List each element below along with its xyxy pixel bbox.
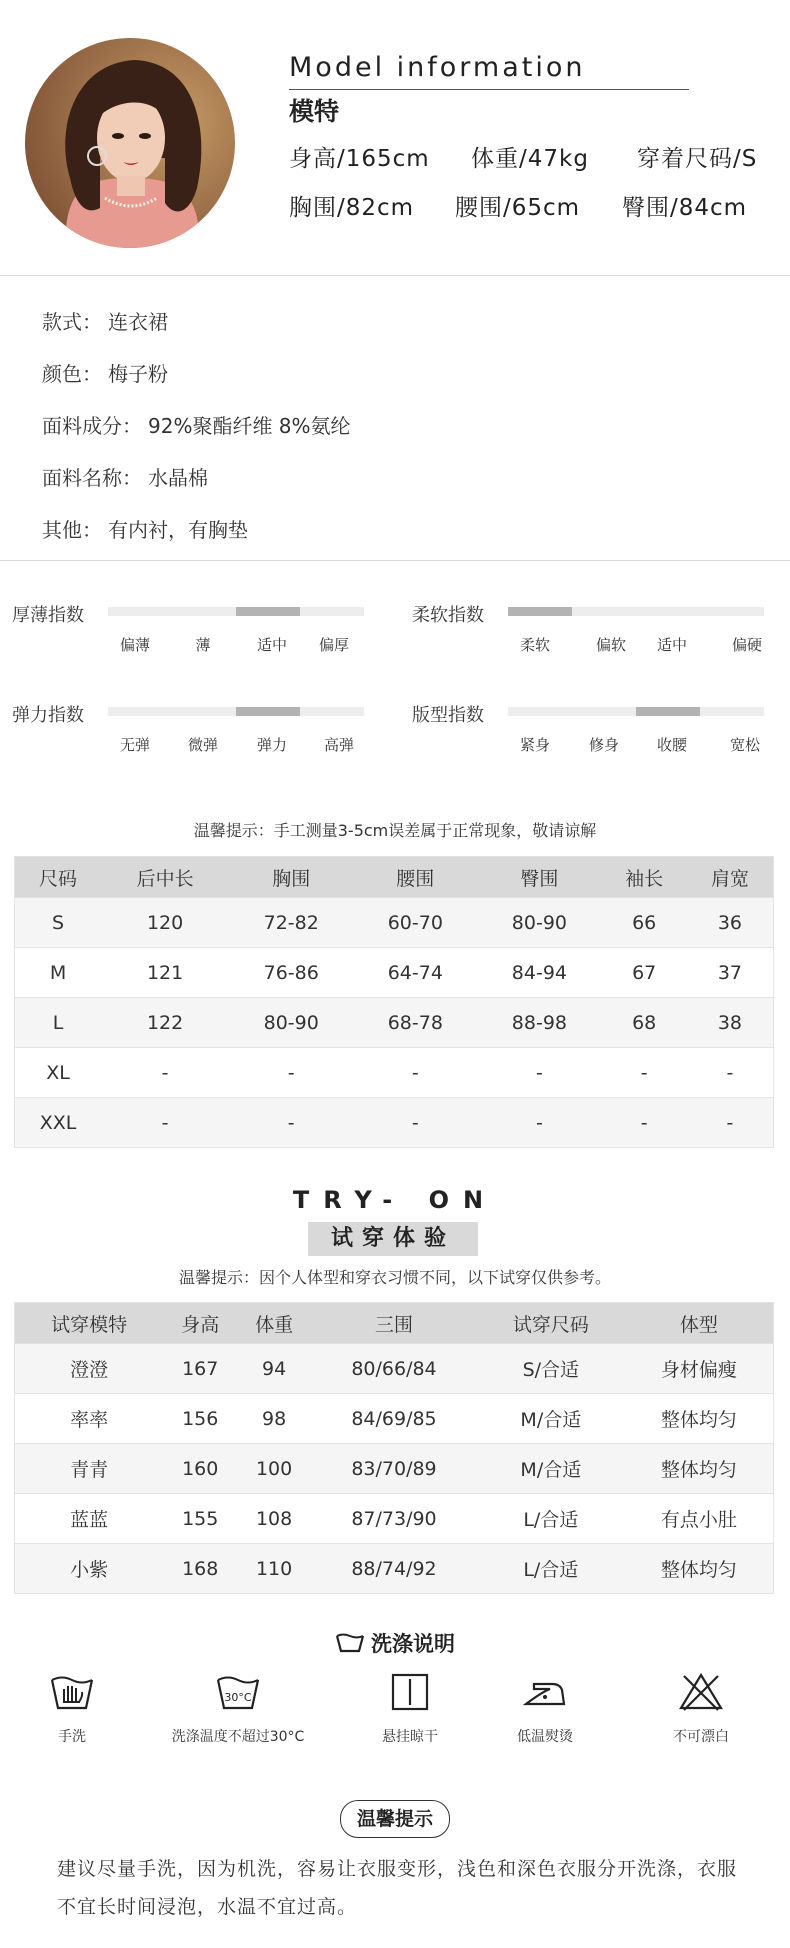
info-fabric-composition: 面料成分： 92%聚酯纤维 8%氨纶 <box>42 414 351 438</box>
table-cell: 84-94 <box>477 948 601 998</box>
table-cell: - <box>687 1098 774 1148</box>
column-header: 腰围 <box>353 857 477 898</box>
table-cell: L/合适 <box>477 1544 625 1594</box>
thickness-label: 薄 <box>195 636 211 654</box>
elasticity-index-bar <box>108 707 364 716</box>
column-header: 胸围 <box>229 857 353 898</box>
column-header: 袖长 <box>601 857 686 898</box>
wash-temp-icon <box>215 1672 261 1712</box>
table-cell: 167 <box>163 1344 237 1394</box>
table-cell: 122 <box>101 998 229 1048</box>
table-cell: 156 <box>163 1394 237 1444</box>
fit-label: 修身 <box>588 736 619 754</box>
thickness-index-title: 厚薄指数 <box>12 605 84 626</box>
table-cell: 72-82 <box>229 898 353 948</box>
tryon-title: TRY- ON <box>292 1186 498 1214</box>
wash-label: 不可漂白 <box>673 1729 729 1745</box>
table-row <box>15 1048 774 1098</box>
table-cell: 155 <box>163 1494 237 1544</box>
thickness-index-level <box>236 607 300 616</box>
table-row <box>15 898 774 948</box>
size-table <box>14 856 774 1148</box>
table-cell: 有点小肚 <box>625 1494 774 1544</box>
model-waist: 腰围/65cm <box>455 195 581 221</box>
table-row <box>15 1098 774 1148</box>
table-cell: 率率 <box>15 1394 164 1444</box>
tryon-note: 温馨提示：因个人体型和穿衣习惯不同，以下试穿仅供参考。 <box>178 1268 611 1287</box>
column-header: 肩宽 <box>687 857 774 898</box>
column-header: 臀围 <box>477 857 601 898</box>
wash-item-hand-wash <box>0 1672 147 1746</box>
table-cell: S <box>15 898 102 948</box>
softness-index-bar <box>508 607 764 616</box>
table-cell: - <box>353 1098 477 1148</box>
softness-label: 偏硬 <box>731 636 762 654</box>
wash-label: 洗涤温度不超过30°C <box>171 1729 305 1745</box>
fit-label: 收腰 <box>656 736 687 754</box>
table-cell: L <box>15 998 102 1048</box>
table-cell: 88/74/92 <box>311 1544 477 1594</box>
info-other: 其他： 有内衬，有胸垫 <box>42 518 248 542</box>
table-cell: M/合适 <box>477 1394 625 1444</box>
table-cell: 98 <box>237 1394 311 1444</box>
table-cell: XXL <box>15 1098 102 1148</box>
hand-wash-icon <box>49 1672 95 1712</box>
table-cell: 110 <box>237 1544 311 1594</box>
softness-label: 适中 <box>656 636 687 654</box>
table-cell: 青青 <box>15 1444 164 1494</box>
model-hip: 臀围/84cm <box>622 195 748 221</box>
table-cell: 身材偏瘦 <box>625 1344 774 1394</box>
table-cell: 澄澄 <box>15 1344 164 1394</box>
table-cell: - <box>229 1098 353 1148</box>
tip-badge: 温馨提示 <box>340 1800 450 1838</box>
table-cell: 76-86 <box>229 948 353 998</box>
table-row <box>15 1344 774 1394</box>
table-cell: - <box>601 1048 686 1098</box>
model-weight: 体重/47kg <box>471 146 589 172</box>
table-row <box>15 1444 774 1494</box>
fit-index-title: 版型指数 <box>412 705 484 726</box>
table-cell: 80/66/84 <box>311 1344 477 1394</box>
table-cell: M <box>15 948 102 998</box>
tryon-table-header <box>15 1303 774 1344</box>
thickness-label: 适中 <box>256 636 287 654</box>
model-title-divider <box>289 89 689 90</box>
table-cell: M/合适 <box>477 1444 625 1494</box>
table-cell: 80-90 <box>477 898 601 948</box>
wash-item-temperature <box>163 1672 313 1746</box>
fit-index-level <box>636 707 700 716</box>
wash-title-text: 洗涤说明 <box>371 1632 455 1656</box>
section-divider <box>0 560 790 561</box>
table-cell: 83/70/89 <box>311 1444 477 1494</box>
table-cell: 64-74 <box>353 948 477 998</box>
table-cell: 38 <box>687 998 774 1048</box>
table-cell: - <box>477 1098 601 1148</box>
table-cell: 121 <box>101 948 229 998</box>
table-cell: 80-90 <box>229 998 353 1048</box>
table-row <box>15 1394 774 1444</box>
elasticity-label: 无弹 <box>119 736 150 754</box>
table-cell: 88-98 <box>477 998 601 1048</box>
wash-label: 手洗 <box>58 1729 86 1745</box>
table-row <box>15 998 774 1048</box>
column-header: 试穿模特 <box>15 1303 164 1344</box>
thickness-index-bar <box>108 607 364 616</box>
column-header: 试穿尺码 <box>477 1303 625 1344</box>
low-iron-icon <box>522 1672 568 1712</box>
no-bleach-icon <box>678 1672 724 1712</box>
info-color: 颜色： 梅子粉 <box>42 362 168 386</box>
softness-index-title: 柔软指数 <box>412 605 484 626</box>
column-header: 体重 <box>237 1303 311 1344</box>
wash-section-title <box>0 1628 790 1658</box>
wash-label: 悬挂晾干 <box>382 1729 438 1745</box>
table-cell: 68-78 <box>353 998 477 1048</box>
softness-label: 偏软 <box>595 636 626 654</box>
column-header: 体型 <box>625 1303 774 1344</box>
wash-label: 低温熨烫 <box>517 1729 573 1745</box>
table-cell: 整体均匀 <box>625 1544 774 1594</box>
wash-basin-icon <box>335 1632 365 1654</box>
table-cell: 整体均匀 <box>625 1444 774 1494</box>
table-row <box>15 1544 774 1594</box>
tryon-table <box>14 1302 774 1594</box>
table-cell: L/合适 <box>477 1494 625 1544</box>
elasticity-label: 高弹 <box>323 736 354 754</box>
table-cell: 66 <box>601 898 686 948</box>
table-cell: 120 <box>101 898 229 948</box>
table-cell: 87/73/90 <box>311 1494 477 1544</box>
softness-label: 柔软 <box>519 636 550 654</box>
section-divider <box>0 275 790 276</box>
table-cell: 168 <box>163 1544 237 1594</box>
table-cell: - <box>353 1048 477 1098</box>
table-row <box>15 1494 774 1544</box>
elasticity-label: 弹力 <box>256 736 287 754</box>
table-cell: S/合适 <box>477 1344 625 1394</box>
column-header: 尺码 <box>15 857 102 898</box>
elasticity-label: 微弹 <box>187 736 218 754</box>
tip-text: 建议尽量手洗，因为机洗，容易让衣服变形，浅色和深色衣服分开洗涤，衣服不宜长时间浸泡，水温不宜过高。 <box>57 1858 738 1918</box>
table-cell: 160 <box>163 1444 237 1494</box>
thickness-label: 偏厚 <box>318 636 349 654</box>
table-cell: - <box>687 1048 774 1098</box>
elasticity-index-level <box>236 707 300 716</box>
thickness-label: 偏薄 <box>119 636 150 654</box>
hang-dry-icon <box>387 1672 433 1712</box>
table-cell: 整体均匀 <box>625 1394 774 1444</box>
table-cell: - <box>101 1048 229 1098</box>
svg-text:30°C: 30°C <box>224 1691 252 1704</box>
column-header: 后中长 <box>101 857 229 898</box>
table-cell: - <box>229 1048 353 1098</box>
fit-label: 紧身 <box>519 736 550 754</box>
table-cell: 蓝蓝 <box>15 1494 164 1544</box>
table-cell: 100 <box>237 1444 311 1494</box>
elasticity-index-title: 弹力指数 <box>12 705 84 726</box>
fit-label: 宽松 <box>729 736 760 754</box>
table-row <box>15 948 774 998</box>
table-cell: 84/69/85 <box>311 1394 477 1444</box>
column-header: 三围 <box>311 1303 477 1344</box>
column-header: 身高 <box>163 1303 237 1344</box>
wash-item-no-bleach <box>626 1672 776 1746</box>
table-cell: - <box>601 1098 686 1148</box>
wash-item-low-iron <box>470 1672 620 1746</box>
table-cell: 67 <box>601 948 686 998</box>
table-cell: 37 <box>687 948 774 998</box>
model-size: 穿着尺码/S <box>637 146 758 172</box>
model-subtitle: 模特 <box>289 97 340 126</box>
info-style: 款式： 连衣裙 <box>42 310 168 334</box>
size-note: 温馨提示：手工测量3-5cm误差属于正常现象，敬请谅解 <box>193 821 597 840</box>
wash-item-hang-dry <box>335 1672 485 1746</box>
tryon-subtitle: 试穿体验 <box>308 1222 478 1256</box>
table-cell: 36 <box>687 898 774 948</box>
info-fabric-name: 面料名称： 水晶棉 <box>42 466 208 490</box>
table-cell: 94 <box>237 1344 311 1394</box>
model-bust: 胸围/82cm <box>289 195 415 221</box>
model-info-title: Model information <box>289 52 586 83</box>
table-cell: 108 <box>237 1494 311 1544</box>
model-photo <box>25 38 235 248</box>
table-cell: XL <box>15 1048 102 1098</box>
table-cell: - <box>477 1048 601 1098</box>
table-cell: 68 <box>601 998 686 1048</box>
table-cell: 60-70 <box>353 898 477 948</box>
model-height: 身高/165cm <box>289 146 430 172</box>
table-cell: - <box>101 1098 229 1148</box>
softness-index-level <box>508 607 572 616</box>
table-cell: 小紫 <box>15 1544 164 1594</box>
size-table-header <box>15 857 774 898</box>
fit-index-bar <box>508 707 764 716</box>
